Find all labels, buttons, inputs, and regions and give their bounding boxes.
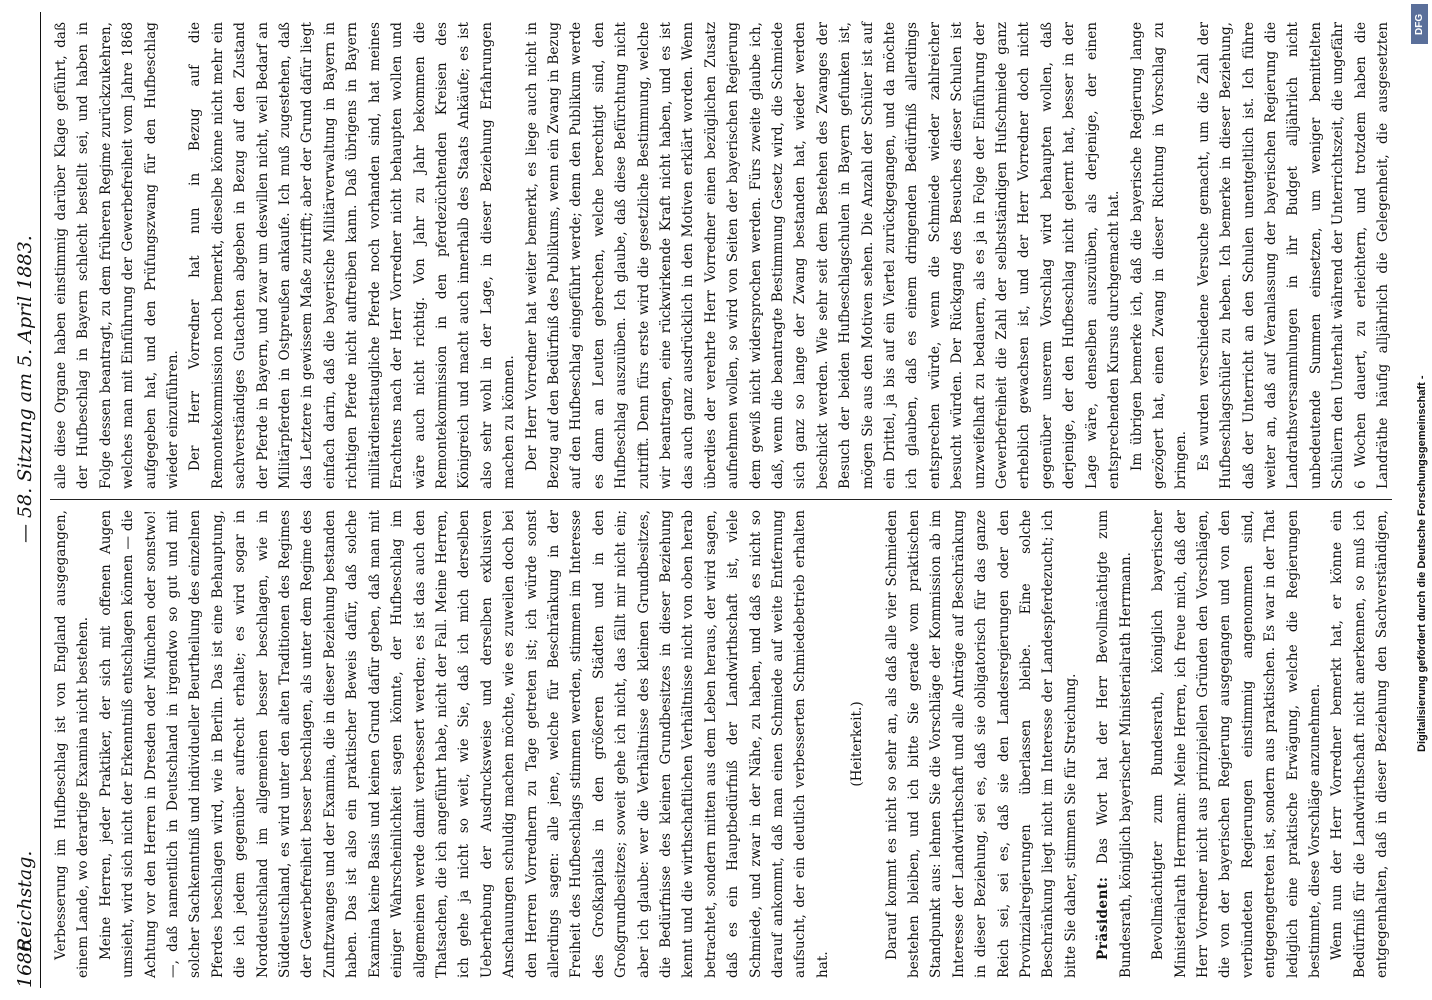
paragraph: Meine Herren, jeder Praktiker, der sich mit offenen Augen umsieht, wird sich nicht der Erkenntniß entschlagen können — die Achtung vor den Herren in Dresden oder München oder sonstwo! —, daß namentlich in Deutschland in irgendwo so gut und mit solcher Sachkenntniß und individueller Beurtheilung des einzelnen Pferdes beschlagen wird, wie in Berlin. Das ist eine Behauptung, die ich jedem gegenüber aufrecht erhalte; es wird sogar in Norddeutschland im allgemeinen besser beschlagen, wie in Süddeutschland, es wird unter den alten Traditionen des Regimes der Gewerbefreiheit besser beschlagen, als unter dem Regime des Zunftzwanges und der Examina, die in dieser Beziehung bestanden haben. Das ist also ein praktischer Beweis dafür, daß solche Examina keine Basis und keinen Grund dafür geben, daß man mit einiger Wahrscheinlichkeit sagen könnte, der Hufbeschlag im allgemeinen werde damit verbessert werden; es ist das auch den Thatsachen, die ich angeführt habe, nicht der Fall. Meine Herren, ich gehe ja nicht so weit, wie Sie, daß ich mich derselben Ueberhebung der Ausdrucksweise und derselben exklusiven Anschauungen schuldig machen möchte, wie es zuweilen doch bei den Herren Vorrednern zu Tage getreten ist; ich würde sonst allerdings sagen: alle jene, welche für Beschränkung in der Freiheit des Hufbeschlags stimmen werden, stimmen im Interesse des Großkapitals in den größeren Städten und in den Großgrundbesitzes; soweit gehe ich nicht, das fällt mir nicht ein; aber ich glaube: wer die Verhältnisse des kleinen Grundbesitzes, die Bedürfnisse des kleinen Grundbesitzes in dieser Beziehung kennt und die wirthschaftlichen Verhältnisse nicht von oben herab betrachtet, sondern mitten aus dem Leben heraus, der wird sagen, daß es ein Hauptbedürfniß der Landwirthschaft ist, viele Schmiede, und zwar in der Nähe, zu haben, und daß es nicht so darauf ankommt, daß man einen Schmiede auf weite Entfernung aufsucht, der ein deutlich verbesserten Schmiedebetrieb erhalten hat. <box>97 510 831 978</box>
paragraph: Verbesserung im Hufbeschlag ist von England ausgegangen, einem Lande, wo derartige Examina nicht bestehen. <box>53 510 92 978</box>
digitization-credit <box>1408 0 1432 1000</box>
paragraph: Der Herr Vorredner hat nun in Bezug auf die Remontekommission noch bemerkt, dieselbe könne nicht mehr ein sachverständiges Gutachten abgeben in Bezug auf den Zustand der Pferde in Bayern, und zwar um deswillen nicht, weil Bedarf an Militärpferden in Ostpreußen ankaufe. Ich muß zugestehen, daß das Letztere in gewissem Maße zutrifft; aber der Grund dafür liegt einfach darin, daß die bayerische Militärverwaltung in Bayern in richtigen Pferde nicht auftreiben kann. Daß übrigens in Bayern militärdiensttaugliche Pferde noch vorhanden sind, hat meines Erachtens nach der Herr Vorredner nicht behaupten wollen und wäre auch nicht richtig. Von Jahr zu Jahr bekommen die Remontekommission in den pferdezüchtenden Kreisen des Königreich und macht auch innerhalb des Staats Ankäufe; es ist also sehr wohl in der Lage, in dieser Beziehung Erfahrungen machen zu können. <box>187 22 518 489</box>
session-title: — 58. Sitzung am 5. April 1883. <box>14 235 36 543</box>
credit-text: Digitalisierung gefördert durch die Deutsche Forschungsgemeinschaft - <box>1416 375 1428 752</box>
chamber-title: Reichstag. <box>14 850 36 952</box>
paragraph: Wenn nun der Herr Vorredner bemerkt hat, er könne ein Bedürfniß für die Landwirthschaft nicht anerkennen, so muß ich entgegenhalten, daß in dieser Beziehung den Sachverständigen, <box>1329 510 1391 978</box>
text-columns <box>50 12 1392 988</box>
paragraph: Der Herr Vorredner hat weiter bemerkt, es liege auch nicht in Bezug auf den Bedürfniß des Publikums, wenn ein Zwang in Bezug auf den Hufbeschlag eingeführt werde; denn den Publikum werde es dann an Leuten gebrechen, welche berechtigt sind, den Hufbeschlag auszuüben. Ich glaube, daß diese Befürchtung nicht zutrifft. Denn fürs erste wird die gesetzliche Bestimmung, welche wir beantragen, eine rückwirkende Kraft nicht haben, und es ist das auch ganz ausdrücklich in den Motiven erklärt worden. Wenn überdies der verehrte Herr Vorredner einen bezüglichen Zusatz aufnehmen wollen, so wird von Seiten der bayerischen Regierung dem gewiß nicht widersprochen werden. Fürs zweite glaube ich, daß, wenn die beantragte Bestimmung Gesetz wird, die Schmiede sich ganz so lange der Zwang bestanden hat, wieder werden beschickt werden. Wie sehr seit dem Bestehen des Zwanges der Besuch der beiden Hufbeschlagschulen in Bayern gefunken ist, mögen Sie aus den Motiven sehen. Die Anzahl der Schüler ist auf ein Drittel, ja bis auf ein Viertel zurückgegangen, und da möchte ich glauben, daß es einem dringenden Bedürfniß allerdings entsprechen würde, wenn die Schmiede wieder zahlreicher besucht würden. Der Rückgang des Besuches dieser Schulen ist unzweifelhaft zu bedauern, als es ja in Folge der Einführung der Gewerbefreiheit die Zahl der selbstständigen Hufschmiede ganz erheblich gewachsen ist, und der Herr Vorredner doch nicht gegenüber unserem Vorschlag wird behaupten wollen, daß derjenige, der den Hufbeschlag nicht gelernt hat, besser in der Lage wäre, denselben auszuüben, als derjenige, der einen entsprechenden Kursus durchgemacht hat. <box>523 22 1123 489</box>
left-column <box>50 500 1392 988</box>
paragraph: Bevollmächtigter zum Bundesrath, königlich bayerischer Ministerialrath Herrmann: Meine Herren, ich freue mich, daß der Herr Vorredner nicht aus prinzipiellen Gründen den Vorschlägen, die von der bayerischen Regierung ausgegangen und von den verbündeten Regierungen einstimmig angenommen sind, entgegengetreten ist, sondern aus praktischen. Es war in der That lediglich eine praktische Erwägung, welche die Regierungen bestimmte, diese Vorschläge anzunehmen. <box>1150 510 1323 978</box>
paragraph: Darauf kommt es nicht so sehr an, als daß alle vier Schmieden bestehen bleiben, und ich bitte Sie gerade vom praktischen Standpunkt aus: lehnen Sie die Vorschläge der Kommission ab im Interesse der Landwirthschaft und alle Anträge auf Beschränkung in dieser Beziehung, sei es, daß sie obligatorisch für das ganze Reich sei, sei es, daß sie den Landesregierungen oder den Provinzialregierungen überlassen bleibe. Eine solche Beschränkung liegt nicht im Interesse der Landespferdezucht; ich bitte Sie daher, stimmen Sie für Streichung. <box>883 510 1079 978</box>
paragraph: Es wurden verschiedene Versuche gemacht, um die Zahl der Hufbeschlagschüler zu heben. Ich bemerke in dieser Beziehung, daß der Unterricht an den Schulen unentgeltlich ist. Ich führe weiter an, daß auf Veranlassung der bayerischen Regierung die Landrathsversammlungen in ihr Budget alljährlich nicht unbedeutende Summen einsetzen, um weniger bemittelten Schülern den Unterhalt während der Unterrichtszeit, die ungefähr 6 Wochen dauert, zu erleichtern, und trotzdem haben die Landräthe häufig alljährlich die Gelegenheit, die ausgesetzten <box>1195 22 1391 489</box>
right-column <box>50 12 1392 500</box>
page-number: 1686 <box>14 939 36 988</box>
page-header <box>14 12 41 988</box>
president-text: Das Wort hat der Herr Bevollmächtigte zum Bundesrath, königlich bayerischer Ministerialrath Herrmann. <box>1095 510 1134 978</box>
interjection: (Heiterkeit.) <box>849 701 866 787</box>
speaker-label: Präsident: <box>1095 876 1112 960</box>
president-remark <box>1092 510 1137 978</box>
paragraph: Im übrigen bemerke ich, daß die bayerische Regierung lange gezögert hat, einen Zwang in dieser Richtung in Vorschlag zu bringen. <box>1128 22 1190 489</box>
dfg-logo: DFG <box>1411 4 1428 44</box>
paragraph: alle diese Organe haben einstimmig darüber Klage geführt, daß der Hufbeschlag in Bayern schlecht bestellt sei, und haben in Folge dessen beantragt, zu dem früheren Regime zurückzukehren, welches man mit Einführung der Gewerbefreiheit vom Jahre 1868 aufgegeben hat, und den Prüfungszwang für den Hufbeschlag wieder einzuführen. <box>53 22 182 489</box>
